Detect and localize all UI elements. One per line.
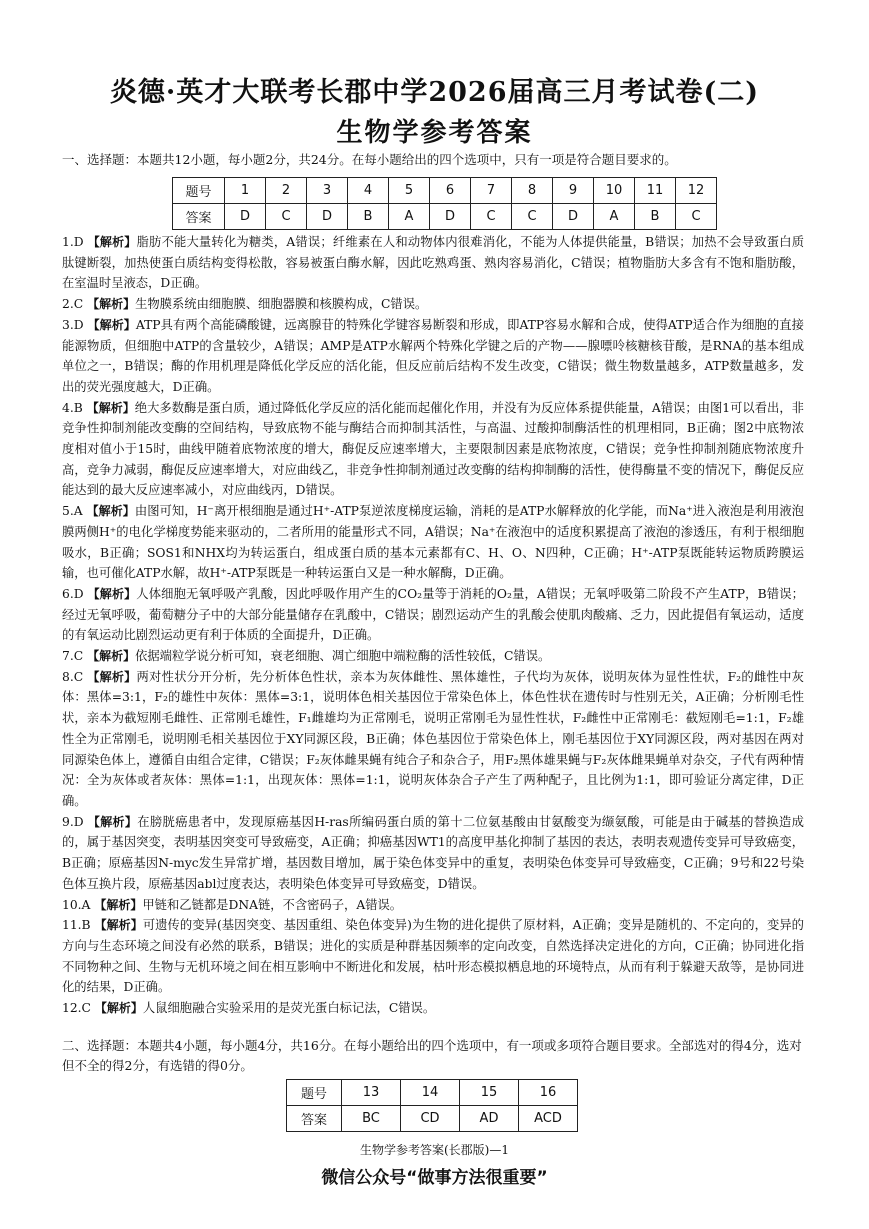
question-number-cell: 13 [342, 1080, 401, 1106]
question-number-cell: 15 [460, 1080, 519, 1106]
explanation-item: 12.C 【解析】人鼠细胞融合实验采用的是荧光蛋白标记法，C错误。 [62, 1001, 436, 1016]
answer-cell: C [512, 204, 553, 230]
analysis-tag: 【解析】 [87, 649, 136, 664]
answer-table-1 [172, 177, 717, 230]
question-number-cell: 2 [266, 178, 307, 204]
question-number-cell: 10 [594, 178, 635, 204]
question-number-cell: 6 [430, 178, 471, 204]
question-number-cell: 4 [348, 178, 389, 204]
page-subtitle: 生物学参考答案 [336, 118, 533, 148]
page-footer: 生物学参考答案(长郡版)—1 [360, 1143, 509, 1157]
page-title: 炎德·英才大联考长郡中学2026届高三月考试卷(二) [109, 77, 760, 108]
answer-cell: A [389, 204, 430, 230]
analysis-tag: 【解析】 [94, 897, 143, 912]
explanation-item: 7.C 【解析】依据端粒学说分析可知，衰老细胞、凋亡细胞中端粒酶的活性较低，C错误。 [62, 649, 551, 664]
answer-cell: C [471, 204, 512, 230]
table-row-label-answer: 答案 [287, 1106, 342, 1132]
explanation-item: 3.D 【解析】ATP具有两个高能磷酸键，远离腺苷的特殊化学键容易断裂和形成，即ATP容易水解和合成，使得ATP适合作为细胞的直接能源物质，但细胞中ATP的含量较少，A错误；AMP是ATP水解两个特殊化学键之后的产物——腺嘌呤核糖核苷酸，是RNA的基本组成单位之一，B错误；酶的作用机理是降低化学反应的活化能，但反应前后结构不发生改变，C错误；微生物数量越多，ATP数量越多，发出的荧光强度越大，D正确。 [62, 317, 804, 394]
question-number-cell: 5 [389, 178, 430, 204]
question-number-cell: 1 [225, 178, 266, 204]
question-number-cell: 14 [401, 1080, 460, 1106]
question-number-cell: 3 [307, 178, 348, 204]
section-1-heading: 一、选择题：本题共12小题，每小题2分，共24分。在每小题给出的四个选项中，只有一项是符合题目要求的。 [62, 152, 677, 167]
explanation-item: 4.B 【解析】绝大多数酶是蛋白质，通过降低化学反应的活化能而起催化作用，并没有为反应体系提供能量，A错误；由图1可以看出，非竞争性抑制剂能改变酶的空间结构，导致底物不能与酶结合而抑制其活性，与高温、过酸抑制酶活性的机理相同，B正确；图2中底物浓度相对值小于15时，曲线甲随着底物浓度的增大，酶促反应速率增大，主要限制因素是底物浓度，C错误；竞争性抑制剂随底物浓度升高，竞争力减弱，酶促反应速率增大，对应曲线乙，非竞争性抑制剂通过改变酶的结构抑制酶的活性，使得酶量不变的情况下，酶促反应能达到的最大反应速率减小，对应曲线丙，D错误。 [62, 400, 804, 498]
answer-cell: B [348, 204, 389, 230]
analysis-tag: 【解析】 [94, 1001, 143, 1016]
explanation-item: 9.D 【解析】在膀胱癌患者中，发现原癌基因H-ras所编码蛋白质的第十二位氨基酸由甘氨酸变为缬氨酸，可能是由于碱基的替换造成的，属于基因突变，表明基因突变可导致癌变，A正确；抑癌基因WT1的高度甲基化抑制了基因的表达，表明表观遗传变异可导致癌变，B正确；原癌基因N-myc发生异常扩增，基因数目增加，属于染色体变异中的重复，表明染色体变异可导致癌变，C正确；9号和22号染色体互换片段，原癌基因abl过度表达，表明染色体变异可导致癌变，D错误。 [62, 814, 804, 891]
analysis-tag: 【解析】 [86, 400, 135, 415]
answer-cell: C [266, 204, 307, 230]
explanation-item: 1.D 【解析】脂肪不能大量转化为糖类，A错误；纤维素在人和动物体内很难消化，不能为人体提供能量，B错误；加热不会导致蛋白质肽键断裂，加热使蛋白质结构变得松散，容易被蛋白酶水解，因此吃熟鸡蛋、熟肉容易消化，C错误；植物脂肪大多含有不饱和脂肪酸，在室温时呈液态，D正确。 [62, 235, 804, 291]
explanation-item: 10.A 【解析】甲链和乙链都是DNA链，不含密码子，A错误。 [62, 897, 403, 912]
explanation-item: 11.B 【解析】可遗传的变异(基因突变、基因重组、染色体变异)为生物的进化提供了原材料，A正确；变异是随机的、不定向的，变异的方向与生态环境之间没有必然的联系，B错误；进化的实质是种群基因频率的定向改变，自然选择决定进化的方向，C正确；协同进化指不同物种之间、生物与无机环境之间在相互影响中不断进化和发展，枯叶形态模拟栖息地的环境特点，从而有利于躲避天敌等，是协同进化的结果，D正确。 [62, 918, 804, 995]
analysis-tag: 【解析】 [87, 317, 136, 332]
answer-cell: BC [342, 1106, 401, 1132]
analysis-tag: 【解析】 [87, 586, 137, 601]
answer-cell: A [594, 204, 635, 230]
wechat-account-text: 微信公众号“做事方法很重要” [321, 1168, 548, 1188]
analysis-tag: 【解析】 [87, 297, 136, 312]
analysis-tag: 【解析】 [87, 669, 137, 684]
answer-cell: AD [460, 1106, 519, 1132]
analysis-tag: 【解析】 [94, 918, 143, 933]
answer-cell: ACD [519, 1106, 578, 1132]
question-number-cell: 11 [635, 178, 676, 204]
question-number-cell: 9 [553, 178, 594, 204]
analysis-tag: 【解析】 [86, 504, 135, 519]
question-number-cell: 8 [512, 178, 553, 204]
table-row-label-answer: 答案 [173, 204, 225, 230]
table-row-label-question: 题号 [287, 1080, 342, 1106]
analysis-tag: 【解析】 [87, 814, 138, 829]
table-row-label-question: 题号 [173, 178, 225, 204]
answer-cell: B [635, 204, 676, 230]
question-number-cell: 16 [519, 1080, 578, 1106]
explanation-item: 5.A 【解析】由图可知，H⁻离开根细胞是通过H⁺-ATP泵逆浓度梯度运输，消耗的是ATP水解释放的化学能，而Na⁺进入液泡是利用液泡膜两侧H⁺的电化学梯度势能来驱动的，二者所用的能量形式不同，A错误；Na⁺在液泡中的适度积累提高了液泡的渗透压，有利于根细胞吸水，B正确；SOS1和NHX均为转运蛋白，组成蛋白质的基本元素都有C、H、O、N四种，C正确；H⁺-ATP泵既能转运物质跨膜运输，也可催化ATP水解，故H⁺-ATP泵既是一种转运蛋白又是一种水解酶，D正确。 [62, 504, 804, 581]
answer-table-2 [286, 1079, 578, 1132]
question-number-cell: 12 [676, 178, 717, 204]
answer-cell: D [430, 204, 471, 230]
section-2-heading: 二、选择题：本题共4小题，每小题4分，共16分。在每小题给出的四个选项中，有一项或多项符合题目要求。全部选对的得4分，选对但不全的得2分，有选错的得0分。 [62, 1038, 802, 1073]
explanation-item: 8.C 【解析】两对性状分开分析，先分析体色性状，亲本为灰体雌性、黑体雄性，子代均为灰体，说明灰体为显性性状，F₂的雌性中灰体：黑体=3:1，F₂的雄性中灰体：黑体=3:1，说明体色相关基因位于常染色体上，体色性状在遗传时与性别无关，A正确；分析刚毛性状，亲本为截短刚毛雌性、正常刚毛雄性，F₁雌雄均为正常刚毛，说明正常刚毛为显性性状，F₂雌性中正常刚毛：截短刚毛=1:1，F₂雄性全为正常刚毛，说明刚毛相关基因位于XY同源区段，B正确；体色基因位于常染色体上，刚毛基因位于XY同源区段，两对基因在两对同源染色体上，遵循自由组合定律，C错误；F₂灰体雌果蝇有纯合子和杂合子，用F₂黑体雄果蝇与F₂灰体雌果蝇单对杂交，子代有两种情况：全为灰体或者灰体：黑体=1:1，出现灰体：黑体=1:1，说明灰体杂合子产生了两种配子，且比例为1:1，即可验证分离定律，D正确。 [62, 669, 804, 808]
answer-cell: D [553, 204, 594, 230]
analysis-tag: 【解析】 [87, 235, 137, 249]
explanation-item: 2.C 【解析】生物膜系统由细胞膜、细胞器膜和核膜构成，C错误。 [62, 297, 428, 312]
explanations-list [62, 232, 804, 1019]
answer-cell: D [225, 204, 266, 230]
answer-cell: CD [401, 1106, 460, 1132]
answer-cell: C [676, 204, 717, 230]
explanation-item: 6.D 【解析】人体细胞无氧呼吸产乳酸，因此呼吸作用产生的CO₂量等于消耗的O₂量，A错误；无氧呼吸第二阶段不产生ATP，B错误；经过无氧呼吸，葡萄糖分子中的大部分能量储存在乳酸中，C错误；剧烈运动产生的乳酸会使肌肉酸痛、乏力，因此提倡有氧运动，适度的有氧运动比剧烈运动更有利于体质的全面提升，D正确。 [62, 586, 804, 643]
answer-cell: D [307, 204, 348, 230]
question-number-cell: 7 [471, 178, 512, 204]
